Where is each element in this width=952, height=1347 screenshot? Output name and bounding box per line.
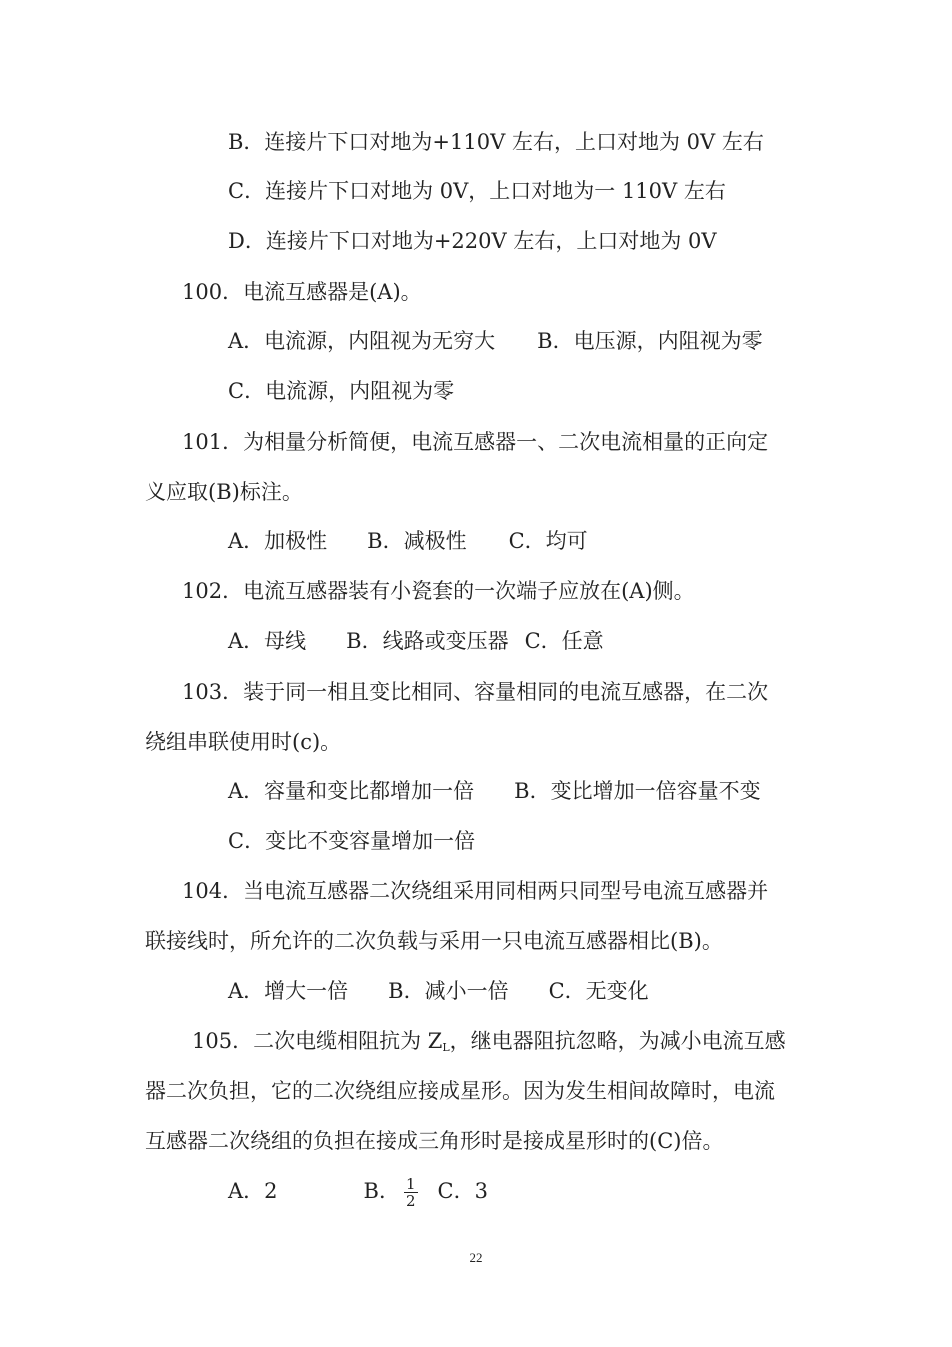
option-b: B．减极性 <box>367 529 467 553</box>
option-c: C．任意 <box>524 629 604 653</box>
option-c: C．无变化 <box>548 979 649 1003</box>
option-c: C．电流源，内阻视为零 <box>228 379 455 403</box>
option-text: B．连接片下口对地为+110V 左右，上口对地为 0V 左右 <box>228 130 764 154</box>
option-c: C．变比不变容量增加一倍 <box>228 829 476 853</box>
option-c: C．均可 <box>508 529 588 553</box>
question-100-options <box>228 327 763 355</box>
question-103: 103．装于同一相且变比相同、容量相同的电流互感器，在二次 <box>182 680 769 704</box>
question-105-cont: 互感器二次绕组的负担在接成三角形时是接成星形时的(C)倍。 <box>145 1129 724 1153</box>
option-a: A．2 <box>228 1179 278 1203</box>
option-text: C．连接片下口对地为 0V，上口对地为一 110V 左右 <box>228 179 726 203</box>
question-105-cont: 器二次负担，它的二次绕组应接成星形。因为发生相间故障时，电流 <box>145 1079 775 1103</box>
question-101-cont: 义应取(B)标注。 <box>145 480 303 504</box>
question-103-options <box>228 777 761 805</box>
option-c: C．3 <box>437 1179 488 1203</box>
page-number: 22 <box>469 1250 483 1265</box>
option-b: B． $\frac{1}{2}$ <box>363 1175 416 1210</box>
option-b: B．减小一倍 <box>388 979 509 1003</box>
question-103-cont: 绕组串联使用时(c)。 <box>145 730 342 754</box>
option-a: A．增大一倍 <box>228 979 349 1003</box>
subscript-l: L <box>442 1041 450 1054</box>
question-104: 104．当电流互感器二次绕组采用同相两只同型号电流互感器并 <box>182 879 769 903</box>
question-105: 105．二次电缆相阻抗为 $Z_L$，继电器阻抗忽略，为减小电流互感 <box>192 1029 786 1054</box>
question-101: 101．为相量分析简便，电流互感器一、二次电流相量的正向定 <box>182 430 769 454</box>
question-102-options <box>228 627 604 655</box>
option-b: B．电压源，内阻视为零 <box>537 329 763 353</box>
question-102: 102．电流互感器装有小瓷套的一次端子应放在(A)侧。 <box>182 579 695 603</box>
option-a: A．母线 <box>228 629 307 653</box>
option-b: B．变比增加一倍容量不变 <box>514 779 761 803</box>
option-text: D．连接片下口对地为+220V 左右，上口对地为 0V <box>228 229 717 253</box>
question-100: 100．电流互感器是(A)。 <box>182 280 422 304</box>
option-a: A．容量和变比都增加一倍 <box>228 779 475 803</box>
option-a: A．加极性 <box>228 529 328 553</box>
option-a: A．电流源，内阻视为无穷大 <box>228 329 496 353</box>
question-104-options <box>228 977 649 1005</box>
question-105-options <box>228 1176 488 1209</box>
option-b: B．线路或变压器 <box>346 629 509 653</box>
question-101-options <box>228 527 588 555</box>
fraction-one-half: $\frac{1}{2}$ <box>405 1175 416 1210</box>
question-104-cont: 联接线时，所允许的二次负载与采用一只电流互感器相比(B)。 <box>145 929 723 953</box>
